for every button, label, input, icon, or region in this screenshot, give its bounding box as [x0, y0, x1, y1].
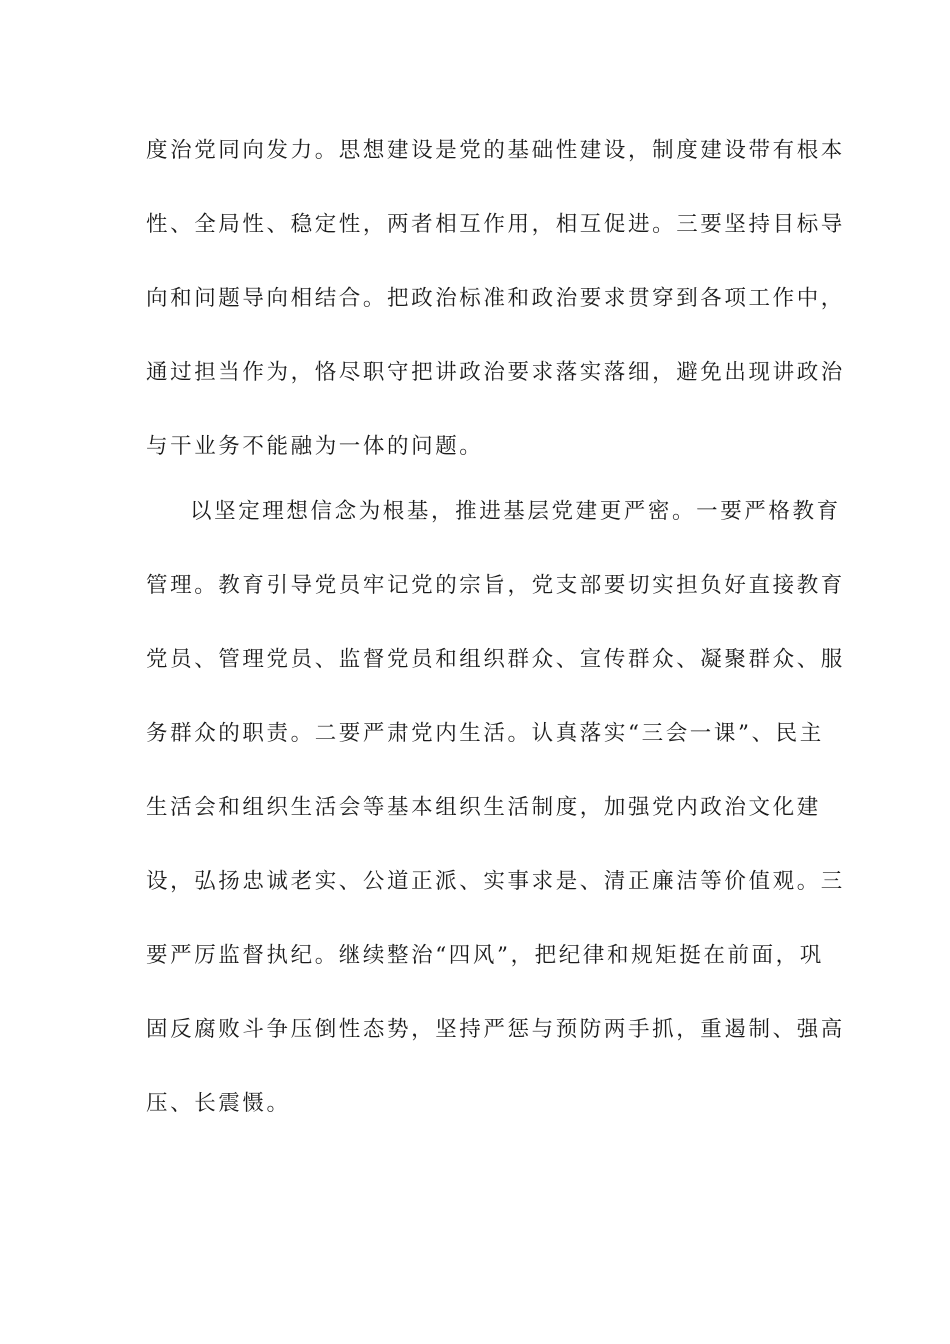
text-line: 度治党同向发力。思想建设是党的基础性建设，制度建设带有根本: [146, 138, 845, 163]
text-line: 要严厉监督执纪。继续整治“四风”，把纪律和规矩挺在前面，巩: [146, 943, 824, 968]
text-line: 生活会和组织生活会等基本组织生活制度，加强党内政治文化建: [146, 795, 821, 820]
text-line: 务群众的职责。二要严肃党内生活。认真落实“三会一课”、民主: [146, 721, 824, 746]
text-line: 固反腐败斗争压倒性态势，坚持严惩与预防两手抓，重遏制、强高: [146, 1017, 845, 1042]
text-line: 与干业务不能融为一体的问题。: [146, 434, 484, 459]
text-line: 向和问题导向相结合。把政治标准和政治要求贯穿到各项工作中，: [146, 286, 845, 311]
text-line: 以坚定理想信念为根基，推进基层党建更严密。一要严格教育: [190, 499, 841, 524]
text-line: 党员、管理党员、监督党员和组织群众、宣传群众、凝聚群众、服: [146, 647, 845, 672]
text-line: 压、长震慑。: [146, 1091, 291, 1116]
text-line: 管理。教育引导党员牢记党的宗旨，党支部要切实担负好直接教育: [146, 573, 845, 598]
text-line: 设，弘扬忠诚老实、公道正派、实事求是、清正廉洁等价值观。三: [146, 869, 845, 894]
text-line: 通过担当作为，恪尽职守把讲政治要求落实落细，避免出现讲政治: [146, 360, 845, 385]
text-line: 性、全局性、稳定性，两者相互作用，相互促进。三要坚持目标导: [146, 212, 845, 237]
